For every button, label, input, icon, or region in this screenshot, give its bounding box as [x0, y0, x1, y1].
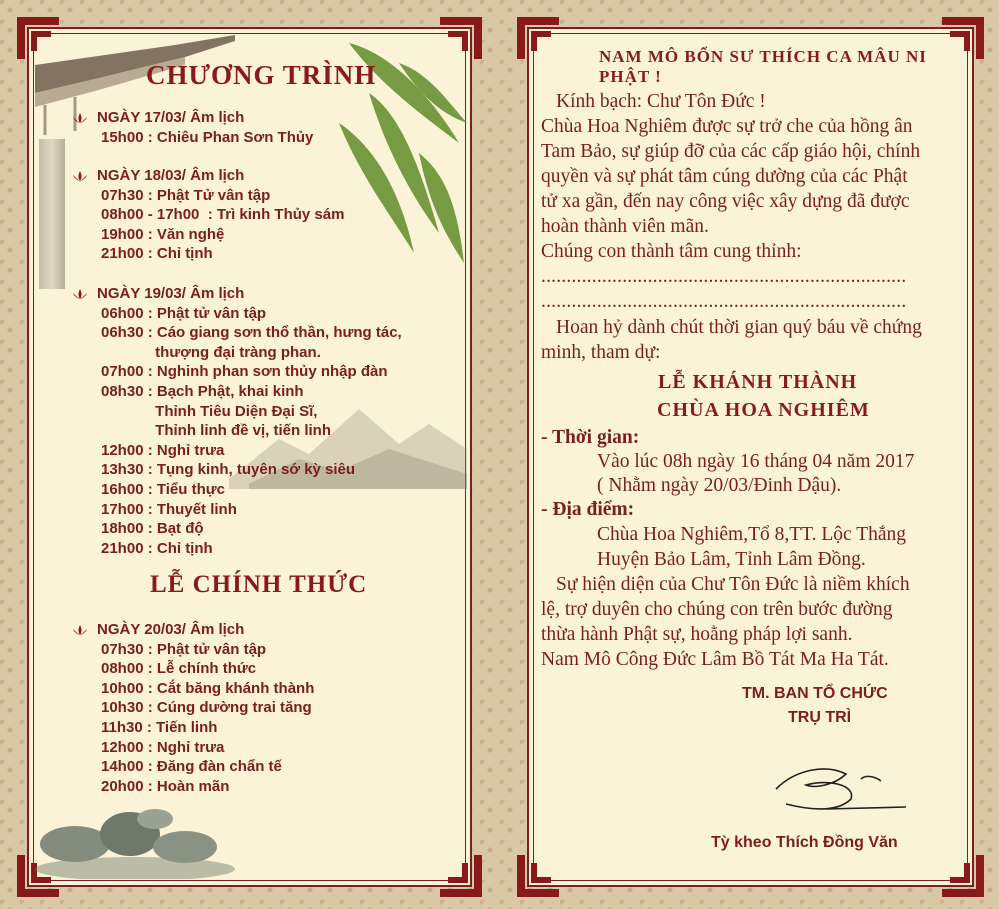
schedule-item: Thỉnh linh đề vị, tiến linh — [101, 422, 332, 440]
schedule-item: 17h00 : Thuyết linh — [101, 500, 237, 518]
greeting: Kính bạch: Chư Tôn Đức ! — [556, 91, 766, 112]
place-label: - Địa điểm: — [541, 499, 635, 520]
abbot-label: TRỤ TRÌ — [788, 709, 852, 726]
schedule-item: 06h00 : Phật tử vân tập — [101, 304, 267, 322]
schedule-item: 13h30 : Tụng kinh, tuyên sớ kỳ siêu — [101, 461, 356, 479]
schedule-item: 16h00 : Tiểu thực — [101, 481, 225, 498]
schedule-item: 20h00 : Hoàn mãn — [101, 777, 230, 795]
text-line: thừa hành Phật sự, hoằng pháp lợi sanh. — [541, 624, 853, 645]
event-title: LỄ KHÁNH THÀNH — [658, 371, 858, 393]
schedule-item: thượng đại tràng phan. — [101, 343, 321, 361]
corner-ornament — [515, 15, 561, 61]
schedule-item: 18h00 : Bạt độ — [101, 520, 204, 538]
pillar-image — [39, 139, 65, 289]
schedule-item: 08h00 : Lễ chính thức — [101, 660, 257, 678]
program-title: CHƯƠNG TRÌNH — [146, 60, 377, 90]
text-line: minh, tham dự: — [541, 342, 661, 363]
text-line: quyền và sự phát tâm cúng dường của các Phật — [541, 166, 908, 187]
signer-name: Tỳ kheo Thích Đồng Văn — [711, 834, 898, 851]
schedule-item: 14h00 : Đăng đàn chẩn tế — [101, 758, 282, 776]
text-line: Nam Mô Công Đức Lâm Bồ Tát Ma Ha Tát. — [541, 649, 889, 670]
committee-label: TM. BAN TỔ CHỨC — [742, 685, 888, 702]
invocation-header: NAM MÔ BỔN SƯ THÍCH CA MÂU NI PHẬT ! — [599, 47, 927, 86]
schedule-item: 06h30 : Cáo giang sơn thổ thần, hưng tác, — [101, 324, 402, 342]
schedule-item: 10h30 : Cúng dường trai tăng — [101, 699, 312, 717]
invitation-panel — [527, 27, 974, 887]
place-line: Chùa Hoa Nghiêm,Tổ 8,TT. Lộc Thắng — [597, 524, 907, 545]
schedule-item: Thỉnh Tiêu Diện Đại Sĩ, — [101, 402, 318, 420]
schedule-item: 07h30 : Phật tử vân tập — [101, 640, 267, 658]
rocks-water-image — [35, 789, 235, 879]
corner-ornament — [438, 853, 484, 899]
text-line: hoàn thành viên mãn. — [541, 216, 709, 237]
time-label: - Thời gian: — [541, 427, 640, 448]
main-ceremony-title: LỄ CHÍNH THỨC — [150, 571, 368, 598]
place-line: Huyện Bảo Lâm, Tỉnh Lâm Đồng. — [597, 549, 866, 570]
schedule-item: 15h00 : Chiêu Phan Sơn Thủy — [101, 128, 314, 146]
day-title — [71, 167, 244, 184]
text-line: Chùa Hoa Nghiêm được sự trở che của hồng ân — [541, 116, 913, 137]
text-line: Hoan hỷ dành chút thời gian quý báu về chứng — [556, 317, 922, 338]
corner-ornament — [940, 853, 986, 899]
day-title-text: NGÀY 18/03/ Âm lịch — [97, 167, 245, 184]
schedule-item: 21h00 : Chỉ tịnh — [101, 539, 213, 557]
day-title — [71, 621, 244, 638]
dotted-line: ........................................................................ — [541, 266, 907, 287]
schedule-item: 07h30 : Phật Tử vân tập — [101, 186, 271, 204]
schedule-item: 07h00 : Nghinh phan sơn thủy nhập đàn — [101, 363, 388, 381]
text-line: tử xa gần, đến nay công việc xây dựng đã được — [541, 191, 910, 212]
schedule-item: 08h30 : Bạch Phật, khai kinh — [101, 383, 304, 400]
text-line: Chúng con thành tâm cung thỉnh: — [541, 241, 802, 262]
day-title-text: NGÀY 19/03/ Âm lịch — [97, 285, 245, 302]
schedule-item: 21h00 : Chỉ tịnh — [101, 245, 213, 263]
day-title-text: NGÀY 20/03/ Âm lịch — [97, 621, 245, 638]
text-line: Tam Bảo, sự giúp đỡ của các cấp giáo hội, chính — [541, 141, 921, 162]
schedule-item: 12h00 : Nghỉ trưa — [101, 441, 225, 459]
time-line: Vào lúc 08h ngày 16 tháng 04 năm 2017 — [597, 451, 915, 472]
dotted-line: ........................................................................ — [541, 291, 907, 312]
day-title — [71, 285, 244, 302]
text-line: lệ, trợ duyên cho chúng con trên bước đường — [541, 599, 893, 620]
schedule-item: 11h30 : Tiến linh — [101, 719, 218, 736]
day-title-text: NGÀY 17/03/ Âm lịch — [97, 109, 245, 126]
program-panel — [27, 27, 472, 887]
schedule-item: 10h00 : Cắt băng khánh thành — [101, 679, 315, 697]
corner-ornament — [515, 853, 561, 899]
schedule-item: 19h00 : Văn nghệ — [101, 225, 225, 243]
handwritten-signature — [766, 759, 916, 819]
schedule-item: 12h00 : Nghỉ trưa — [101, 738, 225, 756]
day-title — [71, 109, 244, 126]
text-line: Sự hiện diện của Chư Tôn Đức là niềm khích — [556, 574, 910, 595]
schedule-item: 08h00 - 17h00 : Trì kinh Thủy sám — [101, 206, 345, 224]
event-subtitle: CHÙA HOA NGHIÊM — [657, 399, 870, 421]
time-line: ( Nhằm ngày 20/03/Đinh Dậu). — [597, 475, 842, 496]
